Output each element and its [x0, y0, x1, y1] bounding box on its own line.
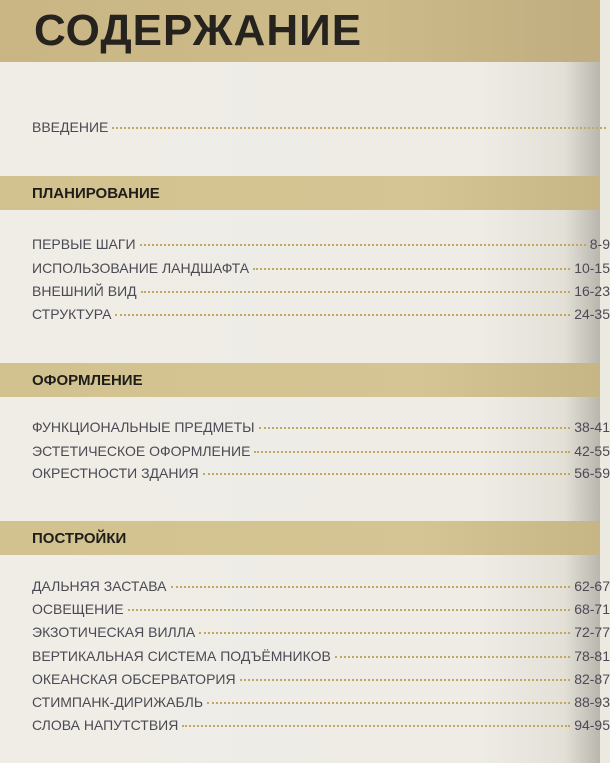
toc-entry[interactable] [32, 305, 610, 325]
toc-entry[interactable] [32, 442, 610, 462]
page-title: СОДЕРЖАНИЕ [34, 6, 363, 55]
toc-entry[interactable] [32, 259, 610, 279]
section-label: ПЛАНИРОВАНИЕ [32, 185, 160, 202]
toc-entry-pages: 16-23 [574, 283, 610, 299]
toc-entry[interactable] [32, 418, 610, 438]
toc-leader-dots [199, 620, 570, 634]
toc-entry-pages: 72-77 [574, 624, 610, 640]
toc-leader-dots [182, 713, 570, 727]
section-header-design [0, 363, 600, 397]
section-label: ОФОРМЛЕНИЕ [32, 372, 143, 389]
toc-entry[interactable] [32, 282, 610, 302]
toc-entry[interactable] [32, 623, 610, 643]
toc-leader-dots [207, 690, 570, 704]
toc-entry-name: ВЕРТИКАЛЬНАЯ СИСТЕМА ПОДЪЁМНИКОВ [32, 648, 331, 664]
toc-entry-name: ОСВЕЩЕНИЕ [32, 601, 124, 617]
toc-leader-dots [335, 644, 570, 658]
toc-leader-dots [254, 439, 570, 453]
toc-entry-name: СТИМПАНК-ДИРИЖАБЛЬ [32, 694, 204, 710]
toc-entry-name: ИСПОЛЬЗОВАНИЕ ЛАНДШАФТА [32, 260, 250, 276]
section-header-buildings [0, 521, 600, 555]
toc-entry-name: ФУНКЦИОНАЛЬНЫЕ ПРЕДМЕТЫ [32, 419, 255, 435]
toc-entry-name: ЭСТЕТИЧЕСКОЕ ОФОРМЛЕНИЕ [32, 443, 251, 459]
toc-entry[interactable] [32, 600, 610, 620]
toc-entry-intro[interactable] [32, 118, 600, 138]
toc-leader-dots [240, 667, 571, 681]
toc-leader-dots [112, 115, 606, 129]
toc-entry[interactable] [32, 693, 610, 713]
toc-entry[interactable] [32, 235, 610, 255]
toc-entry-pages: 56-59 [574, 465, 610, 481]
toc-leader-dots [115, 302, 570, 316]
toc-entry-pages: 82-87 [574, 671, 610, 687]
toc-entry-name: ВНЕШНИЙ ВИД [32, 283, 137, 299]
toc-leader-dots [140, 232, 586, 246]
toc-leader-dots [253, 256, 570, 270]
toc-entry[interactable] [32, 670, 610, 690]
toc-entry-pages: 94-95 [574, 717, 610, 733]
toc-entry-name: ДАЛЬНЯЯ ЗАСТАВА [32, 578, 167, 594]
toc-entry-name: ПЕРВЫЕ ШАГИ [32, 236, 136, 252]
toc-entry-pages: 8-9 [589, 236, 610, 252]
toc-entry-name: СЛОВА НАПУТСТВИЯ [32, 717, 179, 733]
toc-entry-name: ОКРЕСТНОСТИ ЗДАНИЯ [32, 465, 199, 481]
toc-leader-dots [141, 279, 571, 293]
toc-entry-pages: 10-15 [574, 260, 610, 276]
toc-entry-name: ВВЕДЕНИЕ [32, 119, 109, 135]
toc-entry-pages: 88-93 [574, 694, 610, 710]
toc-leader-dots [171, 574, 571, 588]
section-label: ПОСТРОЙКИ [32, 530, 127, 547]
toc-entry[interactable] [32, 716, 610, 736]
title-band [0, 0, 600, 62]
toc-leader-dots [203, 461, 571, 475]
toc-leader-dots [259, 415, 571, 429]
toc-entry[interactable] [32, 577, 610, 597]
toc-entry-name: ЭКЗОТИЧЕСКАЯ ВИЛЛА [32, 624, 196, 640]
toc-entry[interactable] [32, 647, 610, 667]
toc-entry-pages: 42-55 [574, 443, 610, 459]
toc-entry-pages: 62-67 [574, 578, 610, 594]
toc-entry-pages: 78-81 [574, 648, 610, 664]
toc-entry-pages: 24-35 [574, 306, 610, 322]
toc-entry-pages: 68-71 [574, 601, 610, 617]
toc-entry-name: СТРУКТУРА [32, 306, 112, 322]
toc-entry-name: ОКЕАНСКАЯ ОБСЕРВАТОРИЯ [32, 671, 236, 687]
toc-entry[interactable] [32, 464, 610, 484]
section-header-planning [0, 176, 600, 210]
toc-leader-dots [128, 597, 571, 611]
toc-entry-pages: 38-41 [574, 419, 610, 435]
